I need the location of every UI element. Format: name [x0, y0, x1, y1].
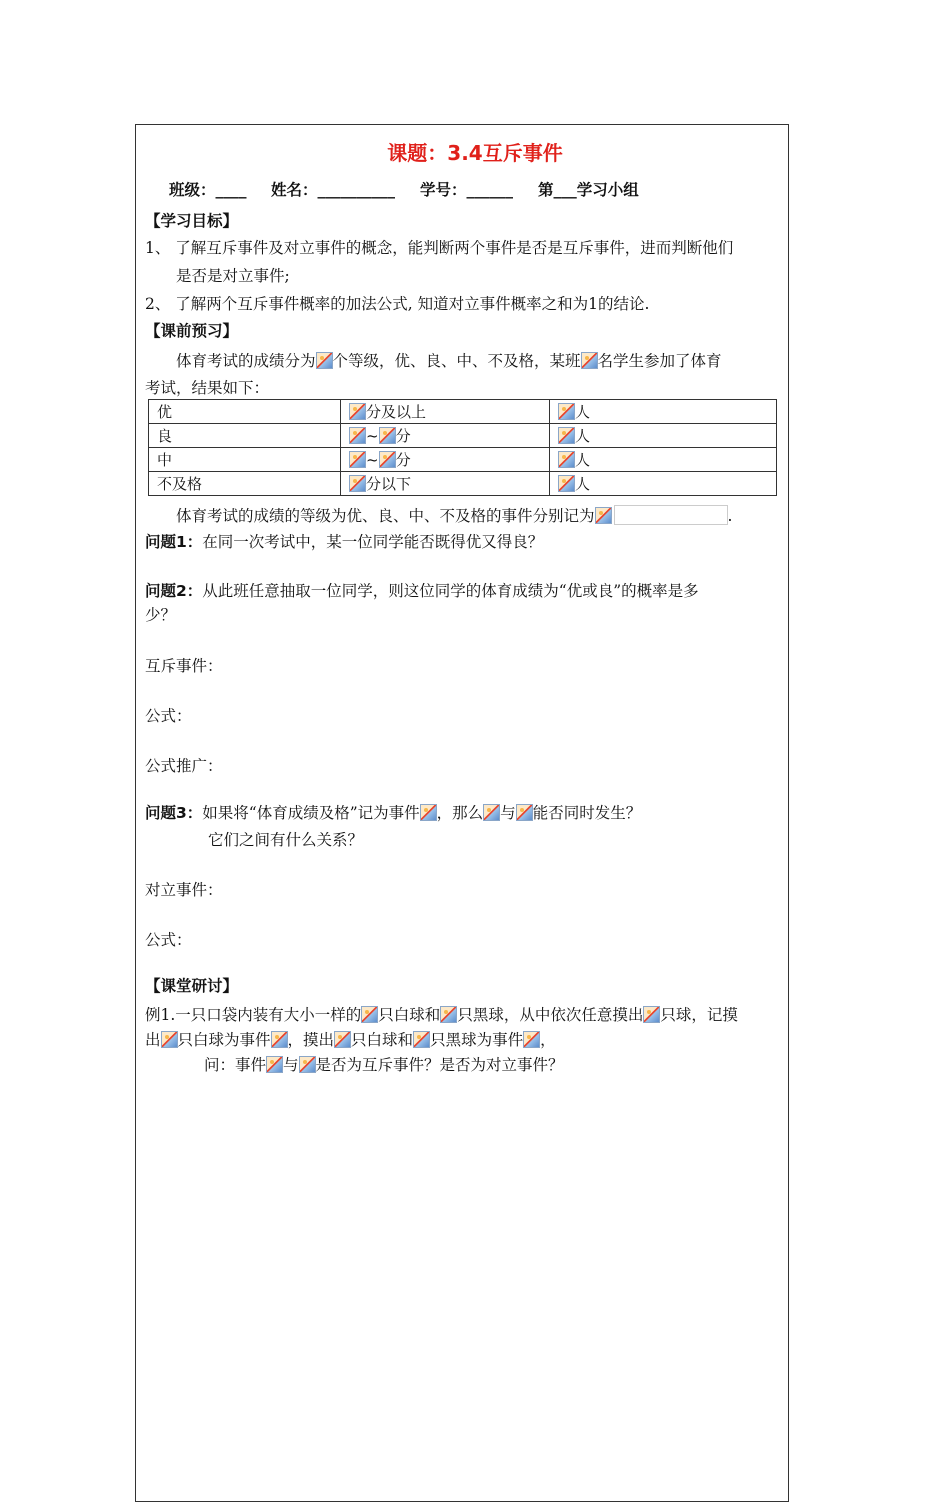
question-2 — [145, 581, 699, 601]
example-text: 是否为互斥事件？是否为对立事件？ — [315, 1056, 564, 1074]
table-row — [149, 424, 777, 448]
objective-1-line2: 是否是对立事件; — [176, 267, 290, 285]
formula-image-icon — [379, 451, 396, 468]
formula-image-icon — [349, 427, 366, 444]
question-2-label: 问题2： — [145, 582, 203, 600]
range-separator: ~ — [366, 426, 379, 445]
formula-image-icon — [361, 1006, 378, 1023]
opposite-event-label: 对立事件： — [145, 881, 223, 899]
grade-table — [148, 399, 777, 496]
range-cell — [341, 472, 550, 496]
table-row — [149, 400, 777, 424]
example-text: 例1.一只口袋内装有大小一样的 — [145, 1006, 362, 1024]
formula-image-icon — [266, 1056, 283, 1073]
example-text: 只白球和 — [378, 1006, 441, 1024]
question-2-text: 从此班任意抽取一位同学，则这位同学的体育成绩为“优或良”的概率是多 — [202, 582, 699, 600]
count-cell — [550, 448, 777, 472]
objective-1-line1: 1、 了解互斥事件及对立事件的概念，能判断两个事件是否是互斥事件，进而判断他们 — [145, 239, 734, 257]
events-definition — [176, 505, 732, 526]
intro-text-b: 个等级，优、良、中、不及格，某班 — [332, 352, 581, 370]
count-cell — [550, 400, 777, 424]
count-text: 人 — [575, 426, 591, 445]
formula-image-icon — [349, 451, 366, 468]
formula-image-icon — [483, 804, 500, 821]
table-row — [149, 448, 777, 472]
formula-image-icon — [523, 1031, 540, 1048]
formula-image-icon — [161, 1031, 178, 1048]
count-text: 人 — [575, 474, 591, 493]
formula-image-icon — [558, 475, 575, 492]
question-2-line2: 少？ — [145, 606, 177, 624]
formula2-label: 公式： — [145, 931, 192, 949]
formula-image-icon — [595, 507, 612, 524]
mutex-event-label: 互斥事件： — [145, 657, 223, 675]
section-classroom-heading: 【课堂研讨】 — [145, 977, 239, 995]
count-cell — [550, 472, 777, 496]
question-3-text-d: 能否同时发生？ — [532, 804, 642, 822]
class-field: 班级：____ — [169, 181, 247, 199]
grade-cell: 中 — [149, 448, 341, 472]
question-1 — [145, 532, 543, 552]
question-3-text-a: 如果将“体育成绩及格”记为事件 — [202, 804, 420, 822]
formula-image-icon — [316, 352, 333, 369]
formula-image-placeholder — [614, 505, 728, 525]
range-text: 分及以上 — [366, 402, 427, 421]
range-text: 分以下 — [366, 474, 412, 493]
formula-image-icon — [558, 451, 575, 468]
example-text: 问：事件 — [204, 1056, 267, 1074]
formula-image-icon — [334, 1031, 351, 1048]
count-text: 人 — [575, 450, 591, 469]
formula-image-icon — [558, 403, 575, 420]
formula-image-icon — [379, 427, 396, 444]
formula-image-icon — [581, 352, 598, 369]
objective-2: 2、 了解两个互斥事件概率的加法公式, 知道对立事件概率之和为1的结论. — [145, 295, 650, 313]
formula-image-icon — [440, 1006, 457, 1023]
grade-cell: 不及格 — [149, 472, 341, 496]
example-1-line3 — [204, 1055, 564, 1075]
question-3-line2: 它们之间有什么关系？ — [208, 831, 364, 849]
formula-image-icon — [643, 1006, 660, 1023]
count-text: 人 — [575, 402, 591, 421]
formula-image-icon — [558, 427, 575, 444]
range-text: 分 — [395, 426, 411, 445]
example-text: 只白球和 — [351, 1031, 414, 1049]
example-text: ，摸出 — [287, 1031, 335, 1049]
name-field: 姓名：__________ — [271, 181, 396, 199]
example-text: 只黑球为事件 — [430, 1031, 524, 1049]
question-1-label: 问题1： — [145, 533, 203, 551]
example-text: ， — [540, 1031, 556, 1049]
example-1-line2 — [145, 1030, 556, 1050]
formula-image-icon — [516, 804, 533, 821]
formula-image-icon — [271, 1031, 288, 1048]
grade-cell: 良 — [149, 424, 341, 448]
example-text: 只黑球，从中依次任意摸出 — [457, 1006, 644, 1024]
range-separator: ~ — [366, 450, 379, 469]
preview-intro-line2: 考试，结果如下： — [145, 379, 270, 397]
example-1-line1 — [145, 1005, 738, 1025]
intro-text-c: 名学生参加了体育 — [597, 352, 722, 370]
formula-image-icon — [420, 804, 437, 821]
question-3-label: 问题3： — [145, 804, 203, 822]
example-text: 只白球为事件 — [177, 1031, 271, 1049]
question-3 — [145, 803, 641, 823]
question-1-text: 在同一次考试中，某一位同学能否既得优又得良？ — [202, 533, 544, 551]
range-text: 分 — [395, 450, 411, 469]
table-row — [149, 472, 777, 496]
example-text: 与 — [283, 1056, 299, 1074]
formula-image-icon — [413, 1031, 430, 1048]
student-number-field: 学号：______ — [420, 181, 514, 199]
study-group-field: 第___学习小组 — [538, 181, 639, 199]
count-cell — [550, 424, 777, 448]
range-cell — [341, 400, 550, 424]
example-text: 只球，记摸 — [660, 1006, 738, 1024]
formula-extension-label: 公式推广： — [145, 757, 223, 775]
preview-intro-line1 — [176, 351, 722, 371]
formula-image-icon — [299, 1056, 316, 1073]
intro-text-a: 体育考试的成绩分为 — [176, 352, 316, 370]
formula-image-icon — [349, 403, 366, 420]
page-title: 课题：3.4互斥事件 — [387, 141, 563, 165]
question-3-text-b: ，那么 — [436, 804, 484, 822]
grade-cell: 优 — [149, 400, 341, 424]
formula-label: 公式： — [145, 707, 192, 725]
section-preview-heading: 【课前预习】 — [145, 322, 239, 340]
example-text: 出 — [145, 1031, 161, 1049]
section-objectives-heading: 【学习目标】 — [145, 212, 239, 230]
question-3-text-c: 与 — [500, 804, 516, 822]
events-end: . — [727, 507, 733, 525]
range-cell — [341, 448, 550, 472]
events-text: 体育考试的成绩的等级为优、良、中、不及格的事件分别记为 — [176, 507, 595, 525]
range-cell — [341, 424, 550, 448]
formula-image-icon — [349, 475, 366, 492]
